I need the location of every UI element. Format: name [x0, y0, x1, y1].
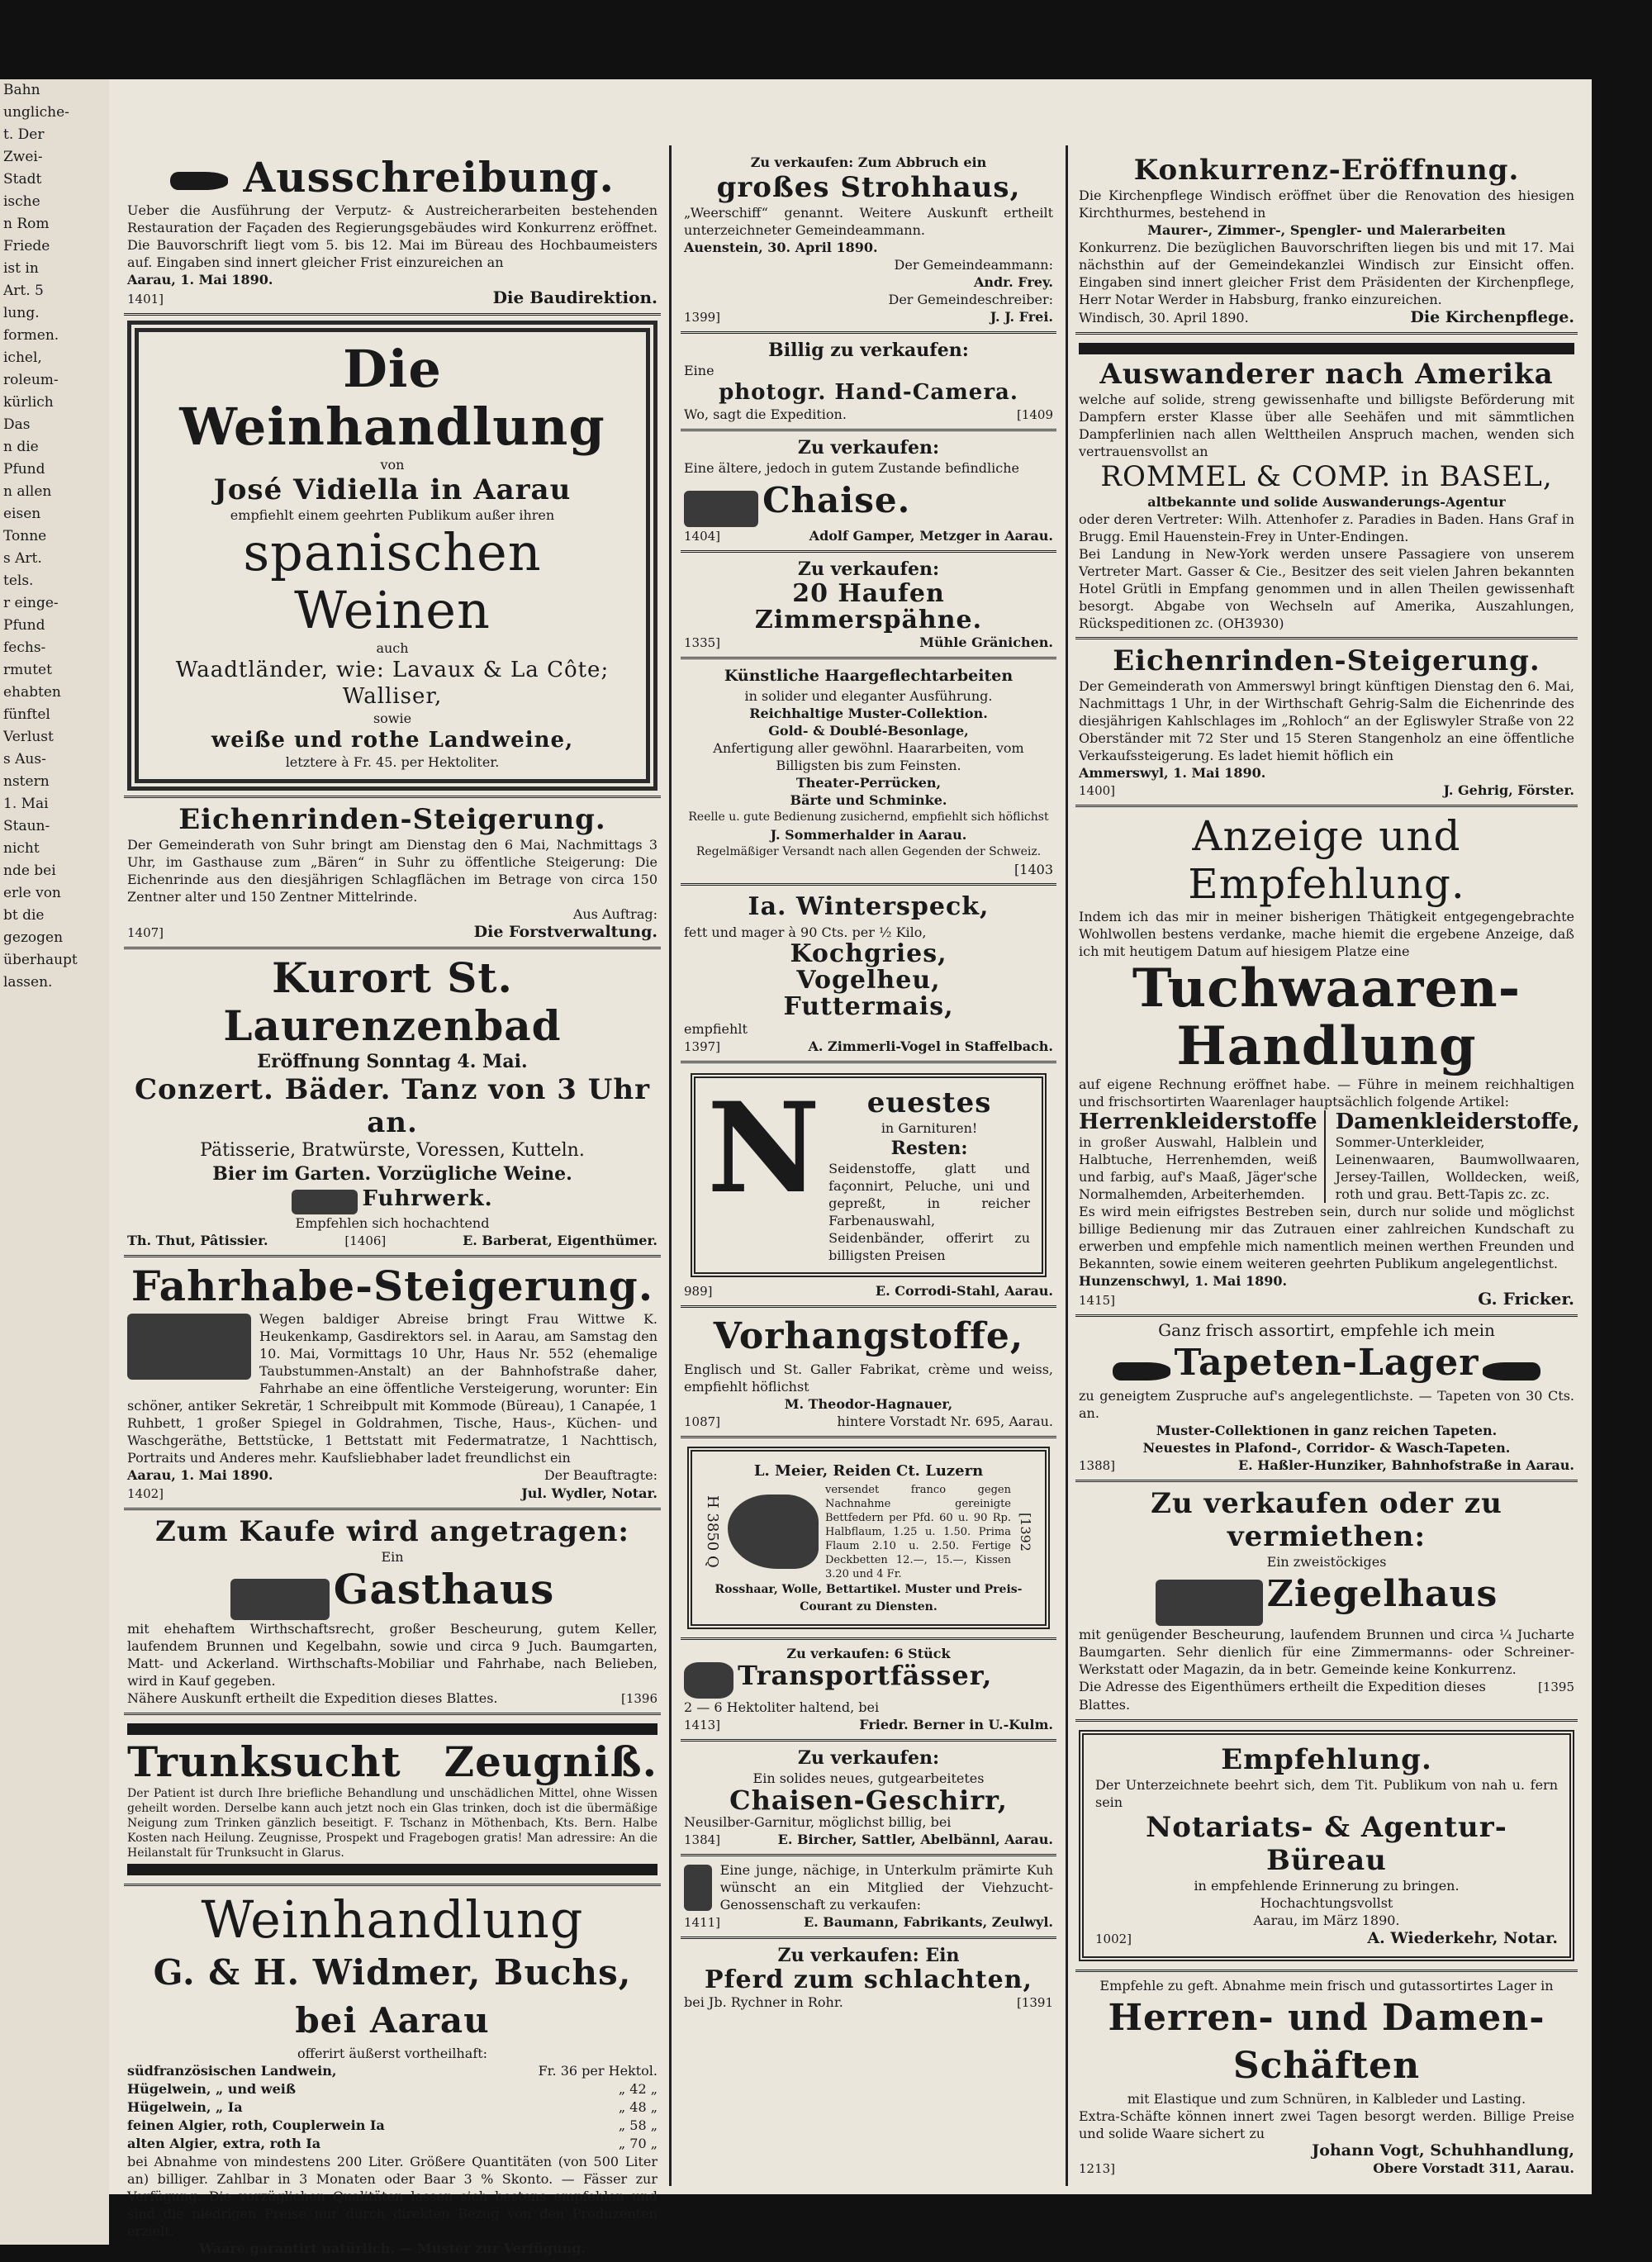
ad-chaise	[681, 431, 1056, 553]
ad-title: Trunksucht	[127, 1737, 401, 1786]
ad-signature: Die Forstverwaltung.	[473, 923, 657, 941]
ad-transportfaesser	[681, 1640, 1056, 1742]
ad-text: sowie	[373, 710, 412, 726]
ad-text: Extra-Schäfte können innert zwei Tagen besorgt werden. Billige Preise und solide Waare sichert zu	[1079, 2108, 1574, 2141]
ad-text: 2 — 6 Hektoliter haltend, bei	[684, 1699, 880, 1715]
ad-text: Ganz frisch assortirt, empfehle ich mein	[1158, 1320, 1495, 1340]
ad-number: 1401]	[127, 292, 164, 307]
name: J. J. Frei.	[990, 309, 1053, 325]
ad-text: Wegen baldiger Abreise bringt Frau Wittwe K. Heukenkamp, Gasdirektors sel. in Aarau, am Samstag den 10. Mai, Vormittags 10 Uhr, Haus Nr. 552 (ehemalige Taubstummen-Anstalt) an der Bahnhofstraße daher, Fahrhabe an eine öffentliche Versteigerung, worunter: Ein schöner, antiker Sekretär, 1 Schreibpult mit Kommode (Büreau), 1 Canapée, 1 Ruhbett, 1 großer Spiegel in Goldrahmen, Tische, Haus-, Küchen- und Waschgeräthe, Bettstücke, 1 Bettstatt mit Federmatratze, 1 Nachttisch, Portraits und Anderes mehr. Kaufsliebhaber ladet freundlichst ein	[127, 1310, 657, 1466]
ad-number: [1406]	[344, 1233, 387, 1248]
left-page-edge	[0, 79, 109, 2245]
ad-text: Gold- & Doublé-Besonlage,	[768, 722, 969, 739]
ad-title: Eichenrinden-Steigerung.	[1113, 644, 1540, 677]
item: photogr. Hand-Camera.	[719, 380, 1018, 405]
ad-schaefte	[1075, 1972, 1578, 2183]
ad-text: Aus Auftrag:	[572, 906, 657, 922]
price-label: alten Algier, extra, roth Ia	[127, 2136, 321, 2151]
carriage-icon	[292, 1190, 358, 1214]
ad-number: 1411]	[684, 1915, 721, 1930]
edge-fragment: kürlich	[3, 394, 54, 411]
ad-title: Anzeige und Empfehlung.	[1188, 812, 1465, 908]
ad-text: bei Abnahme von mindestens 200 Liter. Größere Quantitäten (von 500 Liter an) billiger. Zahlbar in 3 Monaten oder Baar 3 % Skonto. — Fässer zur Verfügung. Die vorzüglichen Qualitäten lassen sich bestens empfehlen und sind die niedrigen Preise nur durch direkten Bezug von den Produzenten erzielt.	[127, 2154, 657, 2239]
ad-weinhandlung-vidiella	[124, 316, 661, 798]
ad-ziegelhaus	[1075, 1482, 1578, 1722]
initial-letter: N	[707, 1075, 821, 1221]
edge-fragment: formen.	[3, 327, 59, 344]
ad-text: zu geneigtem Zuspruche auf's angelegentlichste. — Tapeten von 30 Cts. an.	[1079, 1388, 1574, 1421]
column-head: Herrenkleiderstoffe	[1079, 1110, 1317, 1134]
landweine: weiße und rothe Landweine,	[211, 728, 574, 753]
ad-title: Fahrhabe-Steigerung.	[131, 1261, 654, 1310]
ad-trunksucht	[124, 1715, 661, 1886]
ad-zimmerspaehne	[681, 553, 1056, 659]
column-head: Damenkleiderstoffe,	[1335, 1110, 1580, 1134]
divider-bar	[127, 1723, 657, 1735]
ad-text: Eine	[684, 363, 714, 378]
ad-number: 1404]	[684, 528, 721, 544]
ad-title: Kurort St. Laurenzenbad	[223, 953, 562, 1050]
ad-haargeflecht	[681, 659, 1056, 886]
ad-text: Zu verkaufen: Zum Abbruch ein	[750, 154, 987, 170]
ad-text: Neusilber-Garnitur, möglichst billig, bei	[684, 1814, 952, 1830]
price-label: südfranzösischen Landwein,	[127, 2063, 337, 2079]
duck-icon	[728, 1495, 819, 1569]
ad-date: Windisch, 30. April 1890.	[1079, 310, 1249, 326]
edge-fragment: Pfund	[3, 461, 45, 478]
ad-text: offerirt äußerst vortheilhaft:	[297, 2046, 488, 2061]
item: Chaisen-Geschirr,	[729, 1784, 1008, 1816]
name: Andr. Frey.	[973, 274, 1053, 290]
name: E. Barberat, Eigenthümer.	[463, 1232, 657, 1248]
ad-signature: Mühle Gränichen.	[919, 634, 1053, 650]
ad-text: Regelmäßiger Versandt nach allen Gegenden der Schweiz.	[695, 844, 1042, 858]
house-icon	[1156, 1580, 1263, 1626]
ad-number: 1399]	[684, 310, 721, 325]
ad-date: Ammerswyl, 1. Mai 1890.	[1079, 765, 1266, 781]
ad-text: in empfehlende Erinnerung zu bringen.	[1194, 1877, 1460, 1894]
ad-text: mit ehehaftem Wirthschaftsrecht, großer Bescheurung, gutem Keller, laufendem Brunnen und Kegelbahn, sowie und circa 9 Juch. Baumgarten, Matt- und Ackerland. Wirthschafts-Mobiliar und Fahrhabe, nach Belieben, wird in Kauf gegeben.	[127, 1621, 657, 1689]
ad-number: [1409	[1016, 407, 1053, 422]
ad-title: Zu verkaufen:	[797, 1747, 940, 1769]
ad-number: 1400]	[1079, 783, 1116, 798]
ad-text: Resten:	[890, 1137, 968, 1159]
ad-text: Wo, sagt die Expedition.	[684, 406, 847, 422]
ad-neuestes	[681, 1063, 1056, 1308]
ad-signature: E. Baumann, Fabrikants, Zeulwyl.	[803, 1914, 1053, 1930]
ad-text: Sommer-Unterkleider, Leinenwaaren, Baumwollwaaren, Jersey-Taillen, Wolldecken, weiß, roth und grau. Bett-Tapis zc. zc.	[1335, 1134, 1580, 1202]
ad-text: Ein solides neues, gutgearbeitetes	[752, 1770, 985, 1786]
edge-fragment: ungliche-	[3, 104, 69, 121]
ad-text: in Garnituren!	[881, 1119, 978, 1136]
edge-fragment: nde bei	[3, 863, 56, 879]
ad-ausschreibung	[124, 149, 661, 316]
ad-title: euestes	[866, 1086, 992, 1119]
ad-signature: G. Fricker.	[1478, 1289, 1574, 1309]
ad-number: 1415]	[1079, 1293, 1116, 1308]
ad-text: versendet franco gegen Nachnahme gereinigte Bettfedern per Pfd. 60 u. 90 Rp. Halbflaum, 1.25 u. 1.50. Prima Flaum 2.10 u. 2.50. Fertige Deckbetten 12.—, 15.—, Kissen 3.20 und 4 Fr.	[825, 1483, 1011, 1580]
ad-text: altbekannte und solide Auswanderungs-Agentur	[1147, 494, 1506, 510]
ad-fahrhabe-steigerung	[124, 1257, 661, 1510]
edge-fragment: lung.	[3, 305, 40, 321]
ad-text: bei Jb. Rychner in Rohr.	[684, 1994, 843, 2010]
ad-text: empfiehlt einem geehrten Publikum außer ihren	[230, 507, 555, 523]
ad-title: Die Weinhandlung	[179, 339, 605, 457]
edge-fragment: Stadt	[3, 171, 42, 188]
ad-date: Hunzenschwyl, 1. Mai 1890.	[1079, 1273, 1288, 1289]
edge-fragment: Staun-	[3, 818, 50, 834]
ad-text: Der Patient ist durch Ihre briefliche Behandlung und unschädlichen Mittel, ohne Wissen geheilt worden. Derselbe kann auch jetzt noch ein Glas trinken, doch ist die übermäßige Neigung zum Trinken gänzlich beseitigt. F. Tschanz in Möthenbach, Kts. Bern. Halbe Kosten nach Heilung. Zeugnisse, Prospekt und Fragebogen gratis! Man adressire: An die Heilanstalt für Trunksucht in Glarus.	[127, 1787, 657, 1860]
edge-fragment: ische	[3, 193, 40, 210]
ad-notariat	[1075, 1722, 1578, 1972]
edge-fragment: n Rom	[3, 216, 50, 232]
ad-title: Tapeten-Lager	[1174, 1342, 1479, 1384]
edge-fragment: Bahn	[3, 82, 40, 98]
ad-title: Ia. Winterspeck,	[748, 891, 990, 921]
item: Chaise.	[762, 480, 911, 520]
ad-tuchwaaren	[1075, 807, 1578, 1317]
ad-text: Reichhaltige Muster-Collektion.	[749, 705, 988, 721]
edge-fragment: tels.	[3, 573, 34, 589]
item: Tuchwaaren-Handlung	[1132, 958, 1521, 1077]
ad-line: Bier im Garten. Vorzügliche Weine.	[212, 1163, 572, 1185]
price-row	[127, 2062, 657, 2080]
ad-text: Muster-Collektionen in ganz reichen Tapeten.	[1156, 1423, 1498, 1438]
ad-number: 1087]	[684, 1414, 721, 1429]
price-value: „ 58 „	[618, 2117, 657, 2133]
ad-laurenzenbad	[124, 949, 661, 1257]
edge-fragment: lassen.	[3, 974, 53, 991]
ad-text: Empfehle zu geft. Abnahme mein frisch und gutassortirtes Lager in	[1099, 1977, 1554, 1994]
ad-kuh	[681, 1856, 1056, 1939]
edge-fragment: roleum-	[3, 372, 59, 388]
ad-winterspeck	[681, 886, 1056, 1063]
ad-title: Zu verkaufen:	[797, 558, 940, 580]
price-value: Fr. 36 per Hektol.	[538, 2063, 657, 2079]
ad-text: Maurer-, Zimmer-, Spengler- und Malerarbeiten	[1147, 222, 1506, 238]
name: J. Sommerhalder in Aarau.	[770, 826, 967, 843]
ad-text: Nähere Auskunft ertheilt die Expedition dieses Blattes.	[127, 1690, 498, 1706]
ad-number: 989]	[684, 1283, 713, 1299]
ad-signature: E. Corrodi-Stahl, Aarau.	[875, 1282, 1053, 1299]
ad-signature: Adolf Gamper, Metzger in Aarau.	[809, 527, 1053, 544]
ad-gasthaus	[124, 1510, 661, 1716]
ad-text: „Weerschiff“ genannt. Weitere Auskunft ertheilt unterzeichneter Gemeindeammann.	[684, 205, 1053, 238]
ad-title: Vorhangstoffe,	[713, 1314, 1024, 1357]
ad-text: Indem ich das mir in meiner bisherigen Thätigkeit entgegengebrachte Wohlwollen bestens verdanke, mache hiemit die ergebene Anzeige, daß ich mit heutigem Datum auf hiesigem Platze eine	[1079, 909, 1574, 959]
column-3	[1075, 149, 1578, 2183]
ad-number: [1403	[1014, 861, 1053, 877]
ad-title: großes Strohhaus,	[716, 171, 1021, 204]
firm-name: ROMMEL & COMP. in BASEL,	[1100, 460, 1553, 493]
gasthaus: Gasthaus	[333, 1564, 555, 1613]
edge-fragment: ehabten	[3, 684, 61, 701]
ad-weinhandlung-widmer	[124, 1886, 661, 2262]
auction-scene-icon	[127, 1314, 251, 1380]
ad-signature: Die Kirchenpflege.	[1410, 308, 1574, 326]
ad-pferd	[681, 1939, 1056, 2017]
ad-signature: A. Wiederkehr, Notar.	[1367, 1928, 1558, 1947]
edge-fragment: s Aus-	[3, 751, 46, 767]
ad-signature: Jul. Wydler, Notar.	[521, 1485, 657, 1501]
item: Kochgries,	[790, 939, 947, 968]
price-value: „ 48 „	[618, 2099, 657, 2115]
ad-text: Ueber die Ausführung der Verputz- & Austreicherarbeiten bestehenden Restauration der Façaden des Regierungsgebäudes wird Konkurrenz eröffnet. Die Bauvorschrift liegt vom 5. bis 12. Mai im Büreau des Hochbaumeisters auf. Eingaben sind innert gleicher Frist einzureichen an	[127, 202, 657, 270]
cow-icon	[684, 1865, 712, 1911]
ad-text: Bei Landung in New-York werden unsere Passagiere von unserem Vertreter Mart. Gasser & Cie., Besitzer des seit vielen Jahren bekannten Hotel Grütli in Empfang genommen und in allen Theilen gewissenhaft besorgt. Abgabe von Wechseln auf Amerika, Auszahlungen, Rückspeditionen zc. (OH3930)	[1079, 546, 1574, 631]
price-label: feinen Algier, roth, Couplerwein Ia	[127, 2117, 385, 2133]
ad-signature: Die Baudirektion.	[492, 288, 657, 307]
edge-fragment: erle von	[3, 885, 61, 901]
ad-auswanderer	[1075, 335, 1578, 639]
ad-number: 1397]	[684, 1038, 721, 1054]
name: Johann Vogt, Schuhhandlung,	[1312, 2141, 1574, 2160]
ad-chaisen-geschirr	[681, 1742, 1056, 1856]
firm-name: G. & H. Widmer, Buchs, bei Aarau	[153, 1952, 632, 2041]
ad-line: Conzert. Bäder. Tanz von 3 Uhr an.	[134, 1073, 651, 1139]
edge-fragment: fechs-	[3, 639, 46, 656]
ad-title: Herren- und Damen-Schäften	[1108, 1996, 1545, 2087]
ad-konkurrenz-windisch	[1075, 149, 1578, 335]
ad-title: Auswanderer nach Amerika	[1099, 358, 1554, 391]
ad-title: Ausschreibung.	[243, 153, 615, 202]
ad-text: Ein zweistöckiges	[1266, 1554, 1387, 1570]
ad-text: Anfertigung aller gewöhnl. Haararbeiten, vom Billigsten bis zum Feinsten.	[713, 739, 1024, 773]
column-2	[681, 149, 1056, 2017]
ad-text: empfiehlt	[684, 1020, 748, 1037]
ad-text: Ein	[381, 1548, 404, 1565]
ad-text: Die Kirchenpflege Windisch eröffnet über die Renovation des hiesigen Kirchthurmes, bestehend in	[1079, 188, 1574, 221]
ad-title: Billig zu verkaufen:	[768, 340, 969, 361]
ad-line: Pätisserie, Bratwürste, Voressen, Kutteln.	[200, 1140, 585, 1161]
pointing-hand-icon	[1483, 1362, 1540, 1380]
ad-text: Seidenstoffe, glatt und façonnirt, Peluche, uni und gepreßt, in reicher Farbenauswahl, Seidenbänder, offerirt zu billigsten Preisen	[828, 1160, 1030, 1263]
edge-fragment: fünftel	[3, 706, 50, 723]
ad-text: fett und mager à 90 Cts. per ½ Kilo,	[684, 924, 927, 940]
price-label: Hügelwein, „ und weiß	[127, 2081, 296, 2097]
ad-title: Künstliche Haargeflechtarbeiten	[724, 666, 1014, 685]
ad-text: auch	[376, 640, 409, 656]
edge-fragment: n allen	[3, 483, 52, 500]
ad-title: Eichenrinden-Steigerung.	[178, 803, 606, 836]
price-row	[127, 2135, 657, 2153]
ad-date: Aarau, 1. Mai 1890.	[127, 1466, 273, 1483]
ad-text: in solider und eleganter Ausführung.	[744, 687, 993, 704]
edge-fragment: Friede	[3, 238, 50, 254]
ad-tapeten	[1075, 1317, 1578, 1482]
ad-title: Konkurrenz-Eröffnung.	[1133, 154, 1520, 187]
ad-text: Der Gemeindeschreiber:	[888, 292, 1053, 307]
ad-text: von	[380, 457, 405, 473]
ad-number: 1413]	[684, 1718, 721, 1732]
edge-fragment: bt die	[3, 907, 45, 924]
fuhrwerk: Fuhrwerk.	[362, 1186, 493, 1211]
ad-number: 1407]	[127, 925, 164, 940]
ad-text: welche auf solide, streng gewissenhafte und billigste Beförderung mit Dampfern erster Klasse über alle Seehäfen und mit sämmtlichen Dampferlinien nach allen Welttheilen Anspruch machen, wenden sich vertrauensvollst an	[1079, 392, 1574, 459]
price-value: „ 42 „	[618, 2081, 657, 2097]
ad-number: 1384]	[684, 1832, 721, 1847]
ad-signature: Friedr. Berner in U.-Kulm.	[859, 1717, 1053, 1732]
ad-signature: J. Gehrig, Förster.	[1443, 782, 1574, 798]
edge-fragment: gezogen	[3, 929, 64, 946]
ad-title: Zu verkaufen:	[797, 437, 940, 459]
ad-vorhangstoffe	[681, 1308, 1056, 1438]
ad-number: [1391	[1016, 1995, 1053, 2010]
address: hintere Vorstadt Nr. 695, Aarau.	[837, 1413, 1053, 1429]
price-label: Hügelwein, „ Ia	[127, 2099, 243, 2115]
edge-fragment: ist in	[3, 260, 39, 277]
price: letztere à Fr. 45. per Hektoliter.	[285, 754, 500, 770]
ad-number: 1213]	[1079, 2160, 1116, 2176]
ad-text: Eine junge, nächige, in Unterkulm prämirte Kuh wünscht an ein Mitglied der Viehzucht-Genossenschaft zu verkaufen:	[719, 1862, 1053, 1913]
ad-signature: A. Zimmerli-Vogel in Staffelbach.	[808, 1038, 1053, 1054]
column-1	[124, 149, 661, 2262]
ad-strohhaus	[681, 149, 1056, 334]
edge-fragment: überhaupt	[3, 952, 78, 968]
ad-text: Neuestes in Plafond-, Corridor- & Wasch-Tapeten.	[1142, 1440, 1511, 1456]
ad-number: 1402]	[127, 1485, 164, 1501]
ad-text: auf eigene Rechnung eröffnet habe. — Führe in meinem reichhaltigen und frischsortirten Waarenlager hauptsächlich folgende Artikel:	[1079, 1076, 1574, 1110]
edge-fragment: 1. Mai	[3, 796, 49, 812]
item: Futtermais,	[783, 991, 954, 1021]
ad-camera	[681, 334, 1056, 431]
ad-footer: Waare garantirt natürlich. — Muster zur Verfügung.	[199, 2241, 586, 2256]
ad-title: Weinhandlung	[201, 1889, 584, 1950]
opening: Eröffnung Sonntag 4. Mai.	[257, 1051, 528, 1072]
ad-number: 1335]	[684, 634, 721, 650]
ad-title: Zu verkaufen oder zu vermiethen:	[1151, 1487, 1502, 1553]
ad-code: H 3850 Q	[704, 1495, 721, 1568]
ad-text: Bärte und Schminke.	[790, 791, 947, 808]
edge-fragment: s Art.	[3, 550, 42, 567]
ad-text: Eine ältere, jedoch in gutem Zustande befindliche	[684, 460, 1019, 476]
firm-name: L. Meier, Reiden Ct. Luzern	[753, 1461, 984, 1480]
item: Pferd zum schlachten,	[705, 1965, 1032, 1994]
item: Vogelheu,	[796, 965, 941, 995]
edge-fragment: ichel,	[3, 349, 42, 366]
ad-title: Empfehlung.	[1221, 1742, 1432, 1776]
ad-text: mit Elastique und zum Schnüren, in Kalbleder und Lasting.	[1127, 2090, 1526, 2107]
price-row	[127, 2098, 657, 2117]
spanish-wines: spanischen Weinen	[243, 522, 542, 640]
edge-fragment: nstern	[3, 773, 50, 790]
divider-bar	[1079, 343, 1574, 354]
edge-fragment: rmutet	[3, 662, 52, 678]
ad-eichenrinden-suhr	[124, 798, 661, 949]
ad-text: mit genügender Bescheurung, laufendem Brunnen und circa ¼ Jucharte Baumgarten. Sehr dienlich für eine Zimmermanns- oder Schreiner-Werkstatt oder Magazin, da in betr. Gemeinde keine Konkurrenz.	[1079, 1626, 1574, 1677]
ad-text: in großer Auswahl, Halblein und Halbtuche, Herrenhemden, weiß und farbig, auf's Maaß, Jäger'sche Normalhemden, Arbeiterhemden.	[1079, 1134, 1317, 1202]
barrel-icon	[684, 1662, 733, 1699]
ad-text: Empfehlen sich hochachtend	[295, 1214, 490, 1231]
edge-fragment: n die	[3, 439, 39, 455]
column-rule	[669, 145, 672, 2186]
item: Transportfässer,	[738, 1659, 993, 1691]
ad-number: 1388]	[1079, 1458, 1116, 1473]
firm-name: José Vidiella in Aarau	[213, 473, 572, 506]
wine-list: Waadtländer, wie: Lavaux & La Côte; Walliser,	[175, 658, 610, 709]
ad-text: Reelle u. gute Bedienung zusichernd, empfiehlt sich höflichst	[688, 810, 1049, 824]
price-row	[127, 2080, 657, 2098]
item: Notariats- & Agentur-Büreau	[1146, 1810, 1507, 1877]
ad-title: Zeugniß.	[444, 1737, 657, 1786]
edge-fragment: eisen	[3, 506, 41, 522]
ad-title: Zum Kaufe wird angetragen:	[155, 1514, 629, 1548]
ad-bettfedern	[681, 1438, 1056, 1640]
price-list	[127, 2062, 657, 2153]
ad-number: 1002]	[1095, 1931, 1132, 1946]
price-value: „ 70 „	[618, 2136, 657, 2151]
ad-text: Der Gemeinderath von Ammerswyl bringt künftigen Dienstag den 6. Mai, Nachmittags 1 Uhr, in der Wirthschaft Gehrig-Salm die Eichenrinde des diesjährigen Kahlschlages im „Rohloch“ an der Egliswyler Straße von 22 Oberständer mit 72 Ster und 15 Steren Stangenholz an eine öffentliche Verkaufssteigerung. Es ladet hiemit höflich ein	[1079, 678, 1574, 763]
ad-text: Der Gemeinderath von Suhr bringt am Dienstag den 6 Mai, Nachmittags 3 Uhr, im Gasthause zum „Bären“ in Suhr zu öffentliche Steigerung: Die Eichenrinde aus den diesjährigen Schlagflächen im Betrage von circa 150 Zentner alter und 150 Zentner Mittelrinde.	[127, 837, 657, 905]
edge-fragment: Pfund	[3, 617, 45, 634]
ad-number: [1392	[1018, 1512, 1033, 1552]
ad-text: oder deren Vertreter: Wilh. Attenhofer z. Paradies in Baden. Hans Graf in Brugg. Emil Hauenstein-Frey in Unter-Endingen.	[1079, 511, 1574, 544]
edge-fragment: Tonne	[3, 528, 47, 544]
ad-eichenrinden-ammerswyl	[1075, 639, 1578, 807]
column-rule	[1066, 145, 1068, 2186]
ad-number: [1396	[620, 1691, 657, 1706]
ad-footer: Rosshaar, Wolle, Bettartikel. Muster und Preis-Courant zu Diensten.	[714, 1582, 1023, 1613]
edge-fragment: Zwei-	[3, 149, 43, 165]
ad-signature: E. Haßler-Hunziker, Bahnhofstraße in Aarau.	[1237, 1457, 1574, 1473]
ad-signature: E. Bircher, Sattler, Abelbännl, Aarau.	[777, 1832, 1053, 1847]
ad-text: Konkurrenz. Die bezüglichen Bauvorschriften liegen bis und mit 17. Mai nächsthin auf der Gemeindekanzlei Windisch zur Einsicht offen. Eingaben sind innert gleicher Frist dem Präsidenten der Kirchenpflege, Herr Notar Werder in Habsburg, franko einzureichen.	[1079, 240, 1574, 307]
ad-text: Es wird mein eifrigstes Bestreben sein, durch nur solide und möglichst billige Bedienung mir das Zutrauen einer zahlreichen Kundschaft zu erwerben und empfehle mich namentlich meinen werthen Freunden und Bekannten, sowie einem weiteren geehrten Publikum angelegentlichst.	[1079, 1204, 1574, 1271]
house-icon	[230, 1579, 330, 1620]
carriage-icon	[684, 491, 758, 527]
ad-text: Englisch und St. Galler Fabrikat, crème und weiss, empfiehlt höflichst	[684, 1361, 1053, 1395]
ad-title: Zu verkaufen: Ein	[777, 1945, 960, 1966]
edge-fragment: Verlust	[3, 729, 54, 745]
edge-fragment: Art. 5	[3, 283, 44, 299]
ad-date: Auenstein, 30. April 1890.	[684, 240, 878, 255]
pointing-hand-icon	[170, 172, 228, 190]
ad-date: Aarau, 1. Mai 1890.	[127, 272, 273, 288]
name: Th. Thut, Pâtissier.	[127, 1232, 268, 1248]
ad-text: Hochachtungsvollst	[1260, 1894, 1393, 1911]
item: 20 Haufen Zimmerspähne.	[754, 578, 983, 634]
ad-text: Der Gemeindeammann:	[894, 257, 1053, 273]
divider-bar	[127, 1864, 657, 1875]
ad-text: Theater-Perrücken,	[795, 774, 942, 791]
newspaper-page	[109, 79, 1592, 2256]
ad-text: Der Unterzeichnete beehrt sich, dem Tit. Publikum von nah u. fern sein	[1095, 1776, 1558, 1810]
ad-number: [1395	[1537, 1679, 1574, 1694]
ad-text: Der Beauftragte:	[544, 1466, 657, 1483]
price-row	[127, 2117, 657, 2135]
edge-fragment: Das	[3, 416, 31, 433]
pointing-hand-icon	[1113, 1362, 1170, 1380]
edge-fragment: r einge-	[3, 595, 59, 611]
ad-date: Aarau, im März 1890.	[1253, 1912, 1400, 1928]
address: Obere Vorstadt 311, Aarau.	[1373, 2160, 1574, 2176]
ad-text: Die Adresse des Eigenthümers ertheilt die Expedition dieses Blattes.	[1079, 1678, 1486, 1713]
item: Ziegelhaus	[1266, 1573, 1498, 1615]
name: M. Theodor-Hagnauer,	[784, 1395, 953, 1412]
ad-text: Zu verkaufen: 6 Stück	[786, 1645, 951, 1661]
edge-fragment: nicht	[3, 840, 40, 857]
edge-fragment: t. Der	[3, 126, 45, 143]
